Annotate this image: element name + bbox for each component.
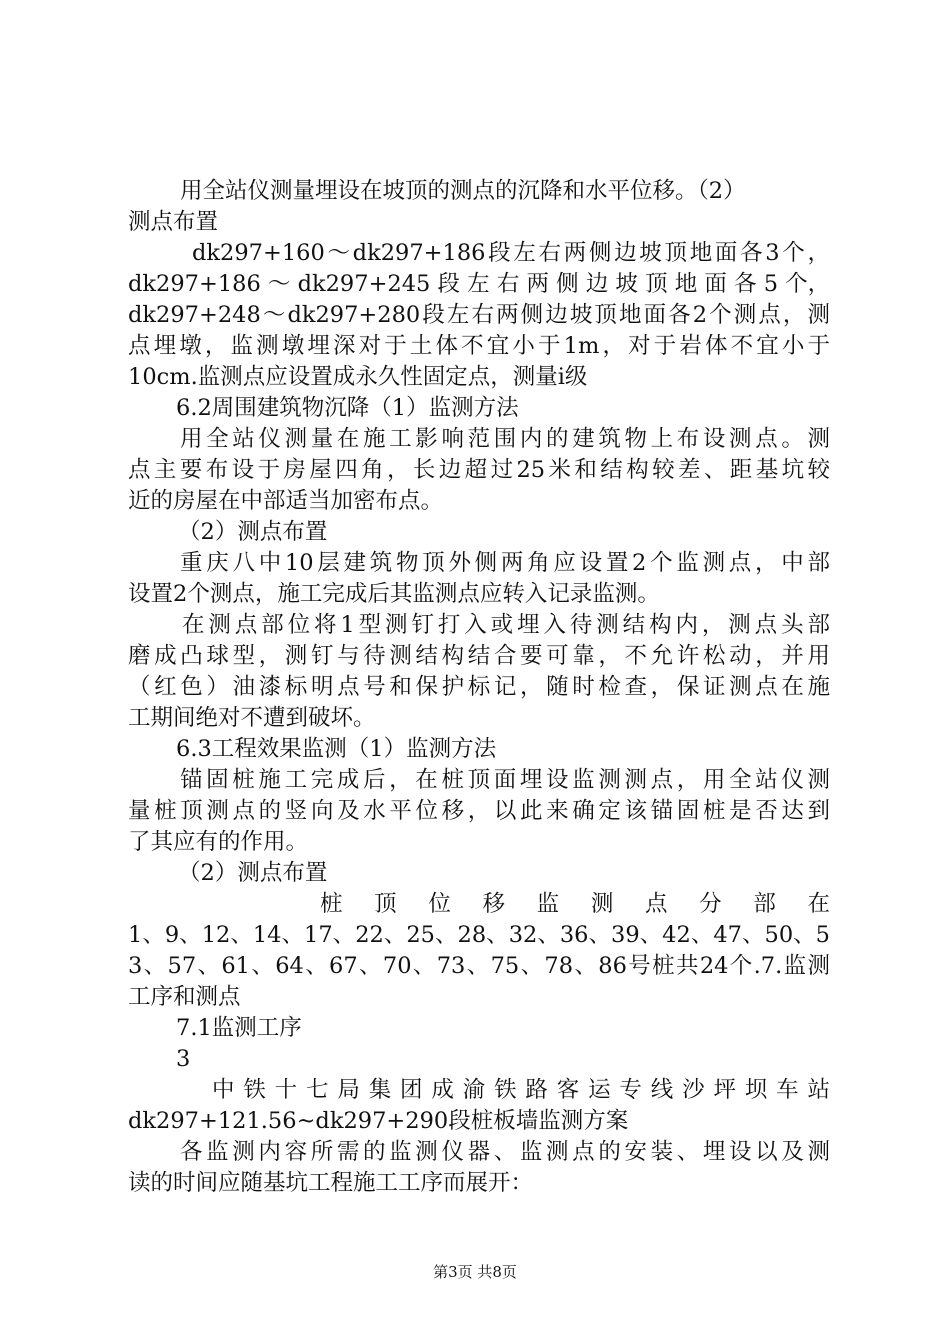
paragraph-line: 读的时间应随基坑工程施工工序而展开：	[128, 1170, 534, 1196]
paragraph-line: 量桩顶测点的竖向及水平位移，以此来确定该锚固桩是否达到	[128, 798, 830, 824]
page-footer: 第3页 共8页	[433, 1263, 517, 1281]
subheading: （2）测点布置	[178, 860, 328, 886]
section-heading: 6.2周围建筑物沉降（1）监测方法	[176, 395, 519, 421]
paragraph-line: 重庆八中10层建筑物顶外侧两角应设置2个监测点，中部	[180, 550, 830, 576]
running-header-line: 中 铁 十 七 局 集 团 成 渝 铁 路 客 运 专 线 沙 坪 坝 车 站	[212, 1077, 830, 1103]
section-heading: 7.1监测工序	[176, 1015, 302, 1041]
paragraph-line: 工期间绝对不遭到破坏。	[128, 705, 376, 731]
paragraph-line: 用全站仪测量埋设在坡顶的测点的沉降和水平位移。（2）	[180, 178, 746, 204]
section-heading: 6.3工程效果监测（1）监测方法	[176, 736, 497, 762]
paragraph-line: dk297+248～dk297+280段左右两侧边坡顶地面各2个测点，测	[128, 302, 830, 328]
paragraph-line: （红色）油漆标明点号和保护标记，随时检查，保证测点在施	[128, 674, 830, 700]
paragraph-line: 了其应有的作用。	[128, 829, 309, 855]
inline-page-number: 3	[176, 1046, 191, 1072]
paragraph-line: 桩 顶 位 移 监 测 点 分 部 在	[320, 891, 830, 917]
paragraph-line: 点主要布设于房屋四角，长边超过25米和结构较差、距基坑较	[128, 457, 830, 483]
paragraph-line: 点埋墩，监测墩埋深对于土体不宜小于1m，对于岩体不宜小于	[128, 333, 830, 359]
paragraph-line: 近的房屋在中部适当加密布点。	[128, 488, 444, 514]
paragraph-line: 3、57、61、64、67、70、73、75、78、86号桩共24个.7.监测	[128, 953, 830, 979]
running-header-line: dk297+121.56~dk297+290段桩板墙监测方案	[128, 1108, 629, 1134]
paragraph-line: dk297+160～dk297+186段左右两侧边坡顶地面各3个，	[192, 240, 830, 266]
paragraph-line: 1、9、12、14、17、22、25、28、32、36、39、42、47、50、5	[128, 922, 830, 948]
paragraph-line: 各监测内容所需的监测仪器、监测点的安装、埋设以及测	[180, 1139, 830, 1165]
paragraph-line: 10cm.监测点应设置成永久性固定点，测量i级	[128, 364, 588, 390]
paragraph-line: 锚固桩施工完成后，在桩顶面埋设监测测点，用全站仪测	[180, 767, 830, 793]
paragraph-line: dk297+186 ～ dk297+245 段 左 右 两 侧 边 坡 顶 地 面 各 5 个，	[128, 271, 830, 297]
subheading: （2）测点布置	[178, 519, 328, 545]
paragraph-line: 用全站仪测量在施工影响范围内的建筑物上布设测点。测	[180, 426, 830, 452]
paragraph-line: 测点布置	[128, 209, 219, 235]
paragraph-line: 工序和测点	[128, 984, 241, 1010]
paragraph-line: 设置2个测点，施工完成后其监测点应转入记录监测。	[128, 581, 660, 607]
paragraph-line: 磨成凸球型，测钉与待测结构结合要可靠，不允许松动，并用	[128, 643, 830, 669]
paragraph-line: 在测点部位将1型测钉打入或埋入待测结构内，测点头部	[182, 612, 830, 638]
